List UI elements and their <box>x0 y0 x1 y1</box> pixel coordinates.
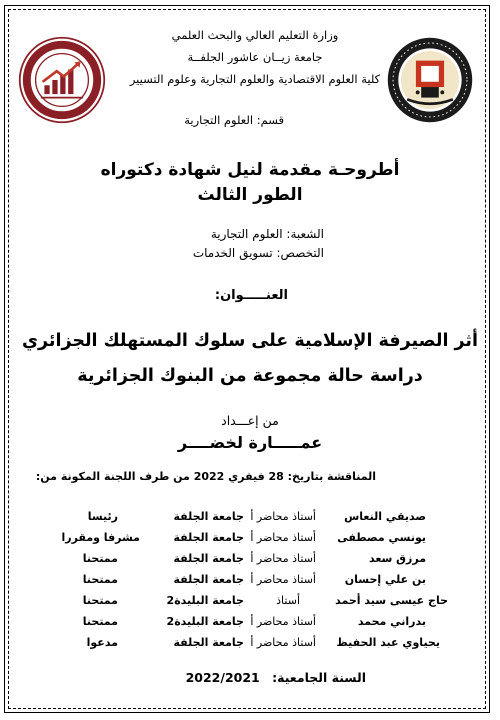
committee-row <box>0 531 500 551</box>
member-institution: جامعة الجلفة <box>173 531 244 544</box>
member-role: ممتحنا <box>82 552 118 565</box>
academic-year-label: السنة الجامعية: <box>272 670 366 685</box>
member-rank: أستاذ محاضر أ <box>250 531 316 544</box>
department-name: قسم: العلوم التجارية <box>184 113 284 127</box>
academic-year <box>186 670 366 685</box>
member-role: ممتحنا <box>82 594 118 607</box>
member-institution: جامعة الجلفة <box>173 552 244 565</box>
thesis-type: أطروحـة مقدمة لنيل شهادة دكتوراه <box>100 160 400 180</box>
committee-row <box>0 510 500 530</box>
title-heading: العنـــــوان: <box>214 288 288 303</box>
academic-year-value: 2022/2021 <box>185 670 260 685</box>
committee-row <box>0 615 500 635</box>
thesis-title-line1: أثر الصيرفة الإسلامية على سلوك المستهلك الجزائري <box>21 331 479 351</box>
member-institution: جامعة البليدة2 <box>166 594 244 607</box>
member-role: ممتحنا <box>82 615 118 628</box>
member-name: بن علي إحسان <box>344 573 426 586</box>
specialty-label: التخصص: تسويق الخدمات <box>192 246 324 260</box>
economics-faculty-seal-icon <box>18 36 106 124</box>
committee-row <box>0 594 500 614</box>
defense-date: المناقشة بتاريخ: 28 فيفري 2022 من طرف اللجنة المكونة من: <box>35 470 376 483</box>
member-rank: أستاذ محاضر أ <box>250 573 316 586</box>
member-name: يونسي مصطفى <box>337 531 426 544</box>
member-rank: أستاذ محاضر أ <box>250 552 316 565</box>
thesis-cycle: الطور الثالث <box>197 185 303 205</box>
member-institution: جامعة الجلفة <box>173 573 244 586</box>
faculty-name: كلية العلوم الاقتصادية والعلوم التجارية وعلوم التسيير <box>129 72 381 86</box>
member-institution: جامعة الجلفة <box>173 636 244 649</box>
member-role: مدعوا <box>86 636 118 649</box>
committee-row <box>0 573 500 593</box>
member-role: رئيسا <box>87 510 118 523</box>
prepared-by-label: من إعـــداد <box>221 413 279 428</box>
member-rank: أستاذ <box>276 594 300 607</box>
committee-row <box>0 636 500 656</box>
university-of-djelfa-seal-icon <box>386 36 474 124</box>
member-name: صديقي النعاس <box>344 510 426 523</box>
ministry-name: وزارة التعليم العالي والبحث العلمي <box>171 28 339 42</box>
member-name: بدراني محمد <box>357 615 426 628</box>
member-rank: أستاذ محاضر أ <box>250 636 316 649</box>
member-role: ممتحنا <box>82 573 118 586</box>
member-name: يحياوي عبد الحفيظ <box>336 636 440 649</box>
member-rank: أستاذ محاضر أ <box>250 510 316 523</box>
member-rank: أستاذ محاضر أ <box>250 615 316 628</box>
member-role: مشرفا ومقررا <box>61 531 140 544</box>
committee-row <box>0 552 500 572</box>
institution-header <box>120 24 390 90</box>
member-institution: جامعة الجلفة <box>173 510 244 523</box>
member-institution: جامعة البليدة2 <box>166 615 244 628</box>
author-name: عمـــــارة لخضــــر <box>177 433 323 452</box>
branch-label: الشعبة: العلوم التجارية <box>210 227 324 241</box>
thesis-title-line2: دراسة حالة مجموعة من البنوك الجزائرية <box>77 366 423 386</box>
member-name: حاج عيسى سيد أحمد <box>335 594 448 607</box>
member-name: مرزق سعد <box>368 552 426 565</box>
university-name: جامعة زيــان عاشور الجلفــة <box>187 50 323 64</box>
